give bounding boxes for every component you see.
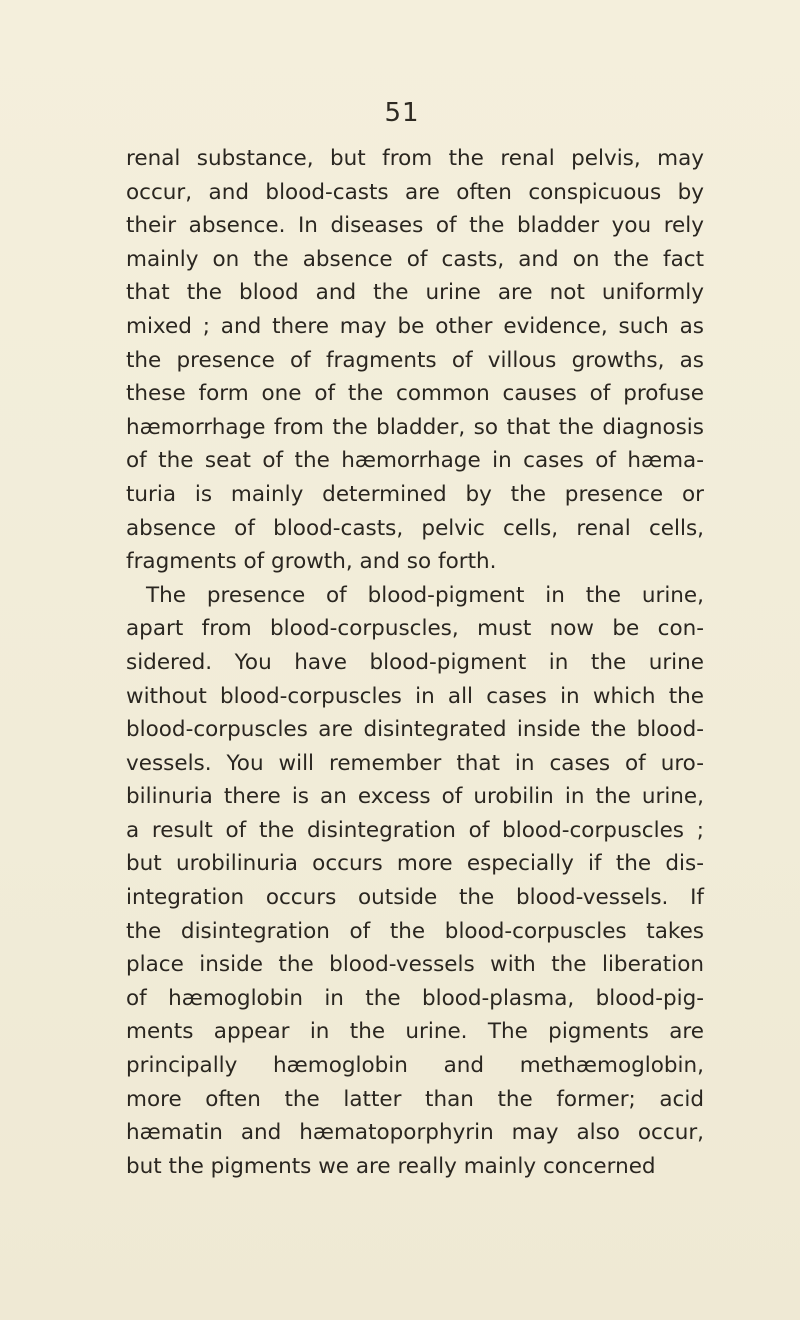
- text-line: integration occurs outside the blood-vessels. If: [126, 885, 704, 911]
- text-line: sidered. You have blood-pigment in the urine: [126, 649, 704, 675]
- text-line: ments appear in the urine. The pigments are: [126, 1019, 704, 1045]
- text-line: occur, and blood-casts are often conspicuous by: [126, 179, 704, 205]
- text-line: but urobilinuria occurs more especially if the dis-: [126, 851, 704, 877]
- text-line: bilinuria there is an excess of urobilin in the urine,: [126, 784, 704, 810]
- text-line: hæmatin and hæmatoporphyrin may also occur,: [126, 1120, 704, 1146]
- text-line: turia is mainly determined by the presence or: [126, 481, 704, 507]
- text-line: place inside the blood-vessels with the liberation: [126, 952, 704, 978]
- text-line: fragments of growth, and so forth.: [126, 549, 497, 575]
- text-line: mixed ; and there may be other evidence, such as: [126, 313, 704, 339]
- text-line: but the pigments we are really mainly concerned: [126, 1153, 656, 1179]
- text-line: blood-corpuscles are disintegrated inside the blood-: [126, 717, 704, 743]
- text-line: their absence. In diseases of the bladder you rely: [126, 213, 704, 239]
- text-line: that the blood and the urine are not uniformly: [126, 280, 704, 306]
- text-line: the disintegration of the blood-corpuscles takes: [126, 918, 704, 944]
- text-line: hæmorrhage from the bladder, so that the diagnosis: [126, 414, 704, 440]
- text-line: of hæmoglobin in the blood-plasma, blood-pig-: [126, 985, 704, 1011]
- text-line: without blood-corpuscles in all cases in which the: [126, 683, 704, 709]
- text-line: vessels. You will remember that in cases of uro-: [126, 750, 704, 776]
- text-line: mainly on the absence of casts, and on the fact: [126, 246, 704, 272]
- text-line: the presence of fragments of villous growths, as: [126, 347, 704, 373]
- text-line: principally hæmoglobin and methæmoglobin,: [126, 1053, 704, 1079]
- text-line: of the seat of the hæmorrhage in cases of hæma-: [126, 448, 704, 474]
- body-text: [126, 142, 704, 1183]
- text-line: these form one of the common causes of profuse: [126, 381, 704, 407]
- text-line: more often the latter than the former; acid: [126, 1086, 704, 1112]
- text-line: renal substance, but from the renal pelvis, may: [126, 146, 704, 171]
- page-number: 51: [384, 98, 420, 128]
- text-line: The presence of blood-pigment in the urine,: [146, 582, 704, 608]
- text-line: a result of the disintegration of blood-corpuscles ;: [126, 817, 704, 843]
- text-line: apart from blood-corpuscles, must now be con-: [126, 616, 704, 642]
- text-line: absence of blood-casts, pelvic cells, renal cells,: [126, 515, 704, 541]
